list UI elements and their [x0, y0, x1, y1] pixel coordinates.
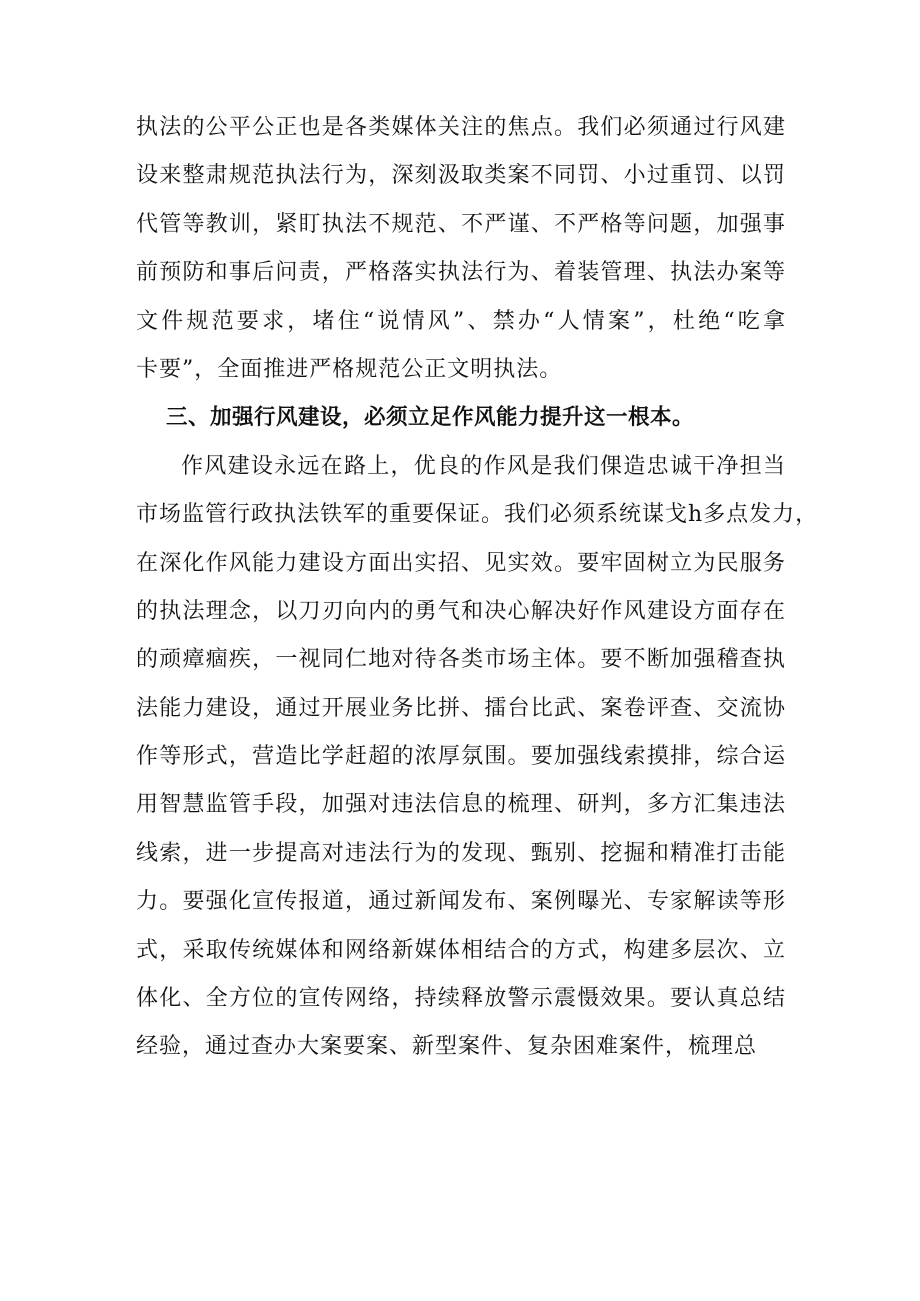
- text-line: 式，采取传统媒体和网络新媒体相结合的方式，构建多层次、立: [136, 937, 786, 963]
- text-line: 文件规范要求，堵住“说情风”、禁办“人情案”，杜绝“吃拿: [136, 308, 786, 334]
- text-line: 用智慧监管手段，加强对违法信息的梳理、研判，多方汇集违法: [136, 792, 786, 818]
- text-line: 线索，进一步提高对违法行为的发现、甄别、挖掘和精准打击能: [136, 840, 786, 866]
- text-line: 卡要”，全面推进严格规范公正文明执法。: [136, 356, 563, 382]
- text-line: 经验，通过查办大案要案、新型案件、复杂困难案件，梳理总: [136, 1034, 758, 1060]
- text-line: 作风建设永远在路上，优良的作风是我们倮造忠诚干净担当: [181, 453, 786, 479]
- text-line: 体化、全方位的宣传网络，持续释放警示震慑效果。要认真总结: [136, 986, 786, 1012]
- text-line: 设来整肃规范执法行为，深刻汲取类案不同罚、小过重罚、以罚: [136, 163, 786, 189]
- text-line: 前预防和事后问责，严格落实执法行为、着装管理、执法办案等: [136, 260, 786, 286]
- body-text: [136, 104, 819, 1072]
- text-line: 的顽瘴痼疾，一视同仁地对待各类市场主体。要不断加强稽查执: [136, 647, 786, 673]
- section-heading: 三、加强行风建设，必须立足作风能力提升这一根本。: [166, 405, 695, 431]
- text-line: 的执法理念，以刀刃向内的勇气和决心解决好作风建设方面存在: [136, 598, 786, 624]
- text-line: 力。要强化宣传报道，通过新闻发布、案例曝光、专家解读等形: [136, 889, 786, 915]
- text-line: 执法的公平公正也是各类媒体关注的焦点。我们必须通过行风建: [136, 115, 786, 140]
- text-line: 代管等教训，紧盯执法不规范、不严谨、不严格等问题，加强事: [136, 211, 786, 237]
- text-line: 作等形式，营造比学赶超的浓厚氛围。要加强线索摸排，综合运: [136, 744, 786, 770]
- text-line: 在深化作风能力建设方面出实招、见实效。要牢固树立为民服务: [136, 550, 786, 576]
- text-line: 市场监管行政执法铁军的重要保证。我们必须系统谋戈h多点发力，: [136, 502, 819, 528]
- text-line: 法能力建设，通过开展业务比拼、擂台比武、案卷评查、交流协: [136, 695, 786, 721]
